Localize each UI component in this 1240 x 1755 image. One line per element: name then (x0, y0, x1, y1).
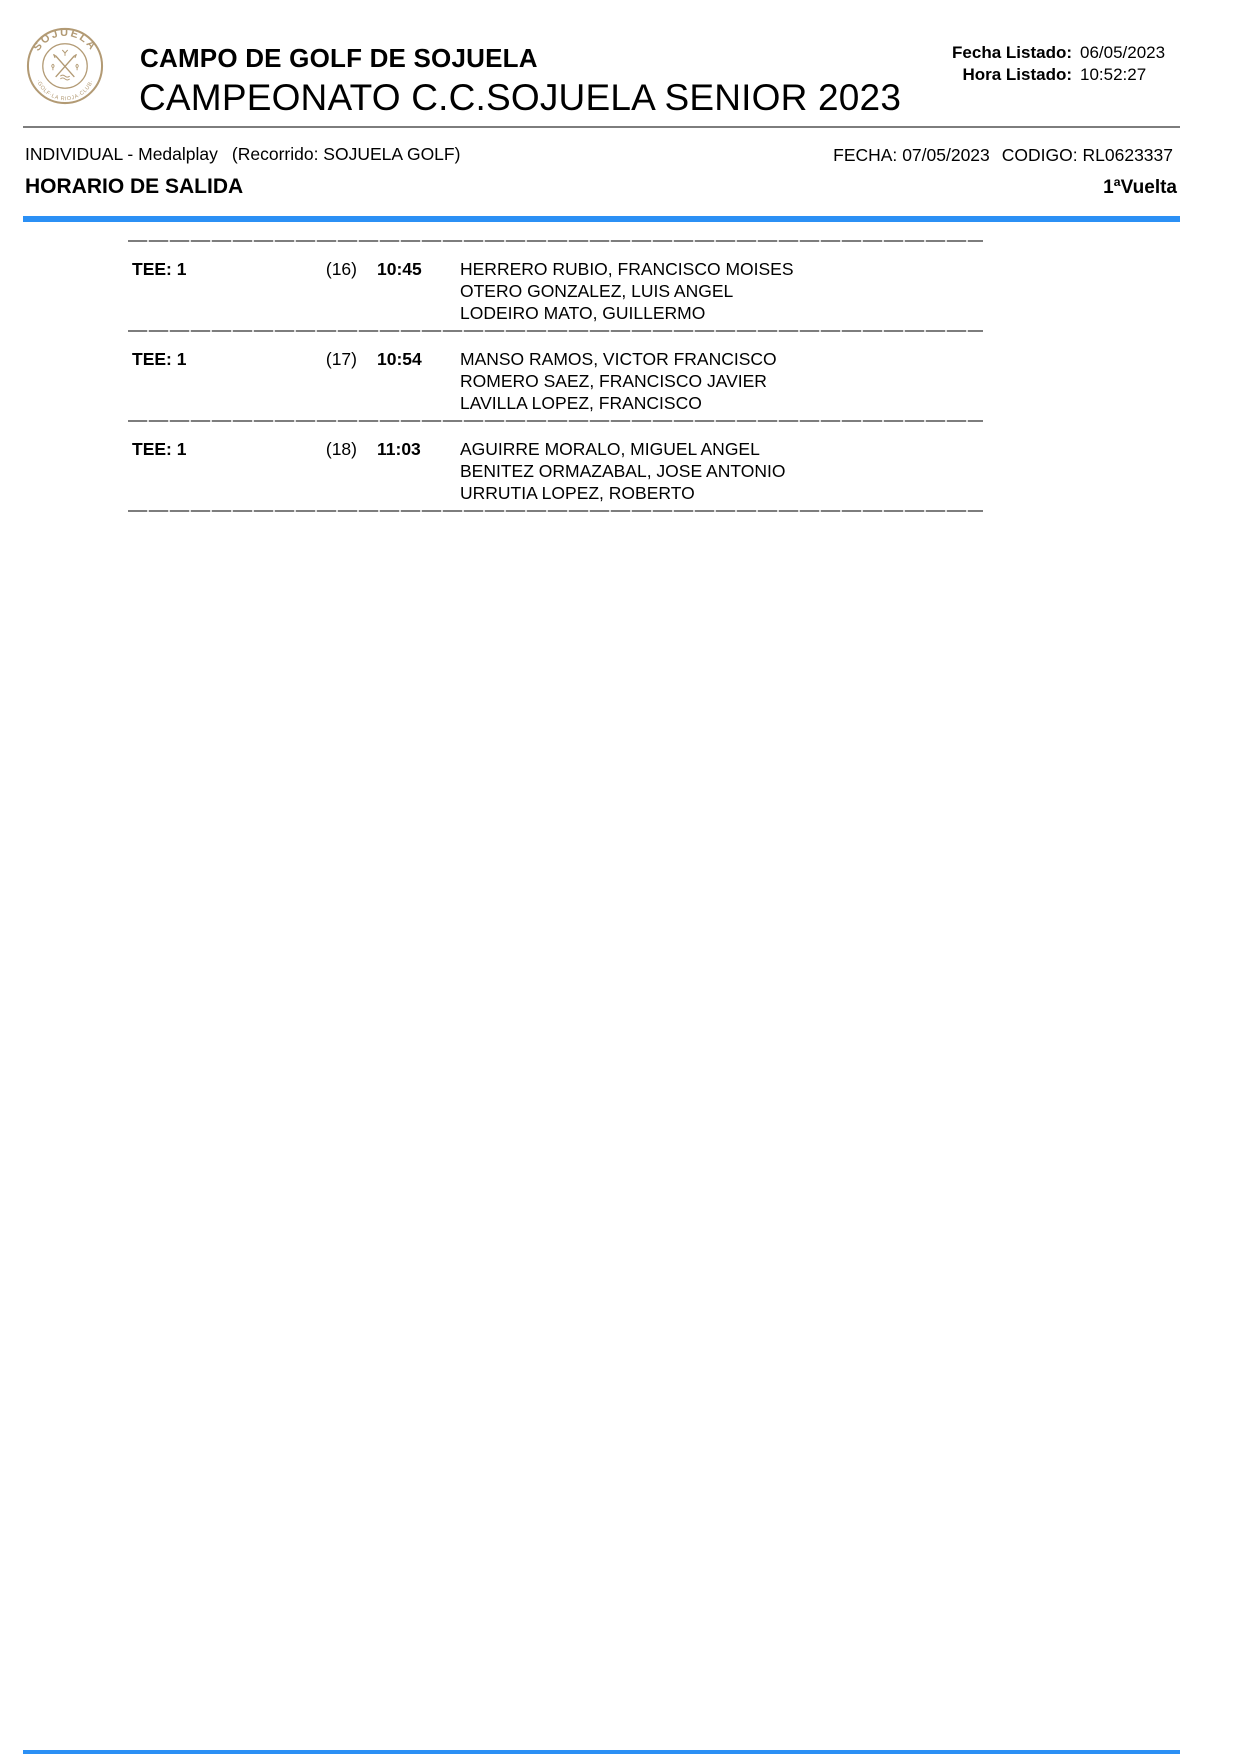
tee-label: TEE: 1 (132, 259, 187, 279)
page-title: HORARIO DE SALIDA (25, 175, 244, 198)
fecha-value: 07/05/2023 (902, 145, 990, 165)
tee-time-row (128, 330, 983, 420)
tee-label: TEE: 1 (132, 439, 187, 459)
listing-info (952, 42, 1174, 85)
group-number: (16) (325, 259, 357, 279)
player-name: ROMERO SAEZ, FRANCISCO JAVIER (460, 371, 767, 391)
tee-label: TEE: 1 (132, 349, 187, 369)
tee-time: 10:54 (377, 349, 422, 369)
accent-bar-bottom (23, 1750, 1180, 1754)
player-list (432, 438, 983, 504)
player-name: MANSO RAMOS, VICTOR FRANCISCO (460, 349, 777, 369)
round-meta (833, 145, 1173, 166)
row-divider (128, 510, 983, 512)
svg-text:·GOLF·LA RIOJA·CLUB·: ·GOLF·LA RIOJA·CLUB· (34, 78, 96, 103)
hora-listado-label: Hora Listado: (962, 65, 1072, 84)
club-logo-icon (26, 27, 104, 105)
player-name: BENITEZ ORMAZABAL, JOSE ANTONIO (460, 461, 786, 481)
player-list (432, 258, 983, 324)
tee-time: 11:03 (377, 439, 421, 459)
svg-text:SOJUELA: SOJUELA (31, 27, 99, 54)
player-list (432, 348, 983, 414)
round-number-label: 1ªVuelta (1103, 177, 1177, 198)
header-divider (23, 126, 1180, 128)
codigo-label: CODIGO: (1001, 145, 1078, 165)
competition-meta (25, 144, 460, 165)
player-name: HERRERO RUBIO, FRANCISCO MOISES (460, 259, 794, 279)
tee-times-table (128, 240, 983, 512)
codigo-value: RL0623337 (1082, 145, 1173, 165)
group-number: (17) (325, 349, 357, 369)
category-label: INDIVIDUAL - Medalplay (25, 144, 218, 164)
tee-time: 10:45 (377, 259, 422, 279)
player-name: OTERO GONZALEZ, LUIS ANGEL (460, 281, 734, 301)
player-name: LAVILLA LOPEZ, FRANCISCO (460, 393, 702, 413)
fecha-listado-label: Fecha Listado: (952, 43, 1072, 62)
tee-time-row (128, 240, 983, 330)
course-label: (Recorrido: SOJUELA GOLF) (231, 144, 461, 164)
group-number: (18) (325, 439, 357, 459)
hora-listado-value: 10:52:27 (1080, 65, 1147, 84)
tee-time-row (128, 420, 983, 510)
fecha-label: FECHA: (833, 145, 898, 165)
player-name: LODEIRO MATO, GUILLERMO (460, 303, 706, 323)
fecha-listado-value: 06/05/2023 (1080, 43, 1166, 62)
club-name: CAMPO DE GOLF DE SOJUELA (140, 43, 538, 73)
tournament-title: CAMPEONATO C.C.SOJUELA SENIOR 2023 (139, 77, 902, 118)
player-name: AGUIRRE MORALO, MIGUEL ANGEL (460, 439, 760, 459)
player-name: URRUTIA LOPEZ, ROBERTO (460, 483, 695, 503)
accent-bar-top (23, 216, 1180, 222)
